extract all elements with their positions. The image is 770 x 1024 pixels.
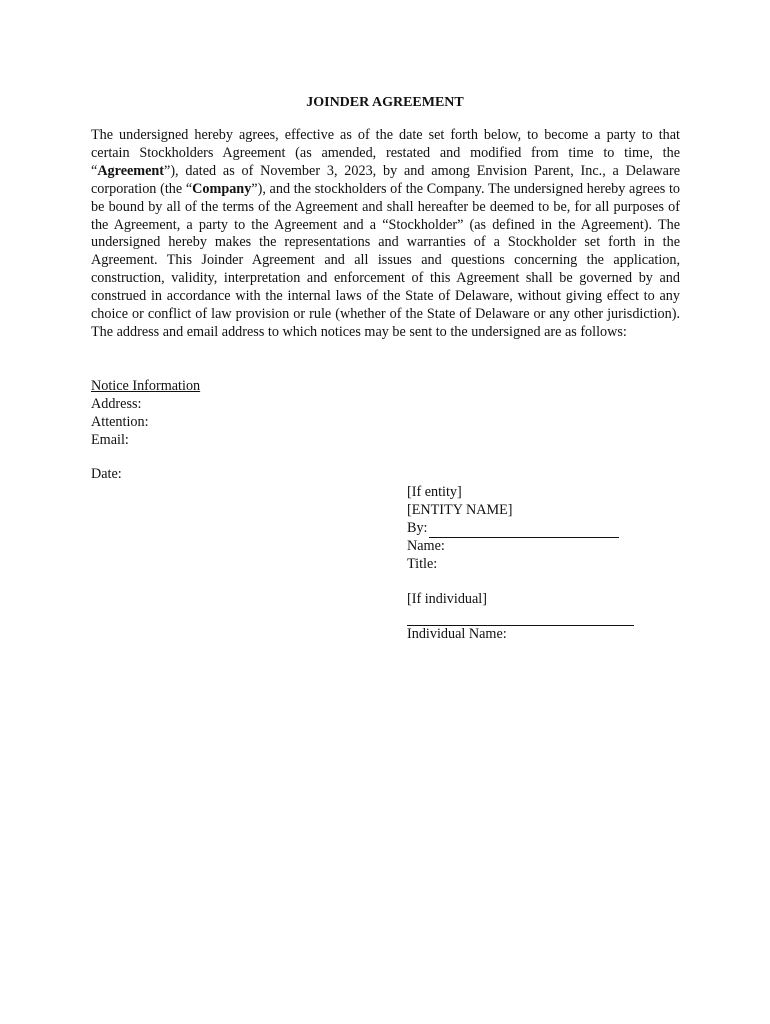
notice-information-block xyxy=(91,378,200,450)
entity-name: [ENTITY NAME] xyxy=(407,501,513,518)
paragraph-text-1: The undersigned hereby agrees, effective as of the date set forth below, to become a party to that certain Stockholders Agreement (as amended, restated and modified from time to time, the “ xyxy=(91,127,680,179)
entity-signature-line[interactable] xyxy=(429,523,619,538)
by-row xyxy=(407,520,634,538)
spacer xyxy=(407,574,634,592)
title-label: Title: xyxy=(407,555,438,572)
agreement-defined-term: Agreement xyxy=(97,162,165,179)
date-label: Date: xyxy=(91,466,122,482)
individual-name-label: Individual Name: xyxy=(407,626,507,643)
document-title: JOINDER AGREEMENT xyxy=(306,95,464,110)
signature-block xyxy=(407,484,634,644)
name-label: Name: xyxy=(407,537,445,554)
body-paragraph xyxy=(91,127,680,342)
address-label: Address: xyxy=(91,395,142,412)
paragraph-text-3: ”), and the stockholders of the Company. The undersigned hereby agrees to be bound by all of the terms of the Agreement and shall hereafter be deemed to be, for all purposes of the Agreement, a party to the Agreement and a “Stockholder” (as defined in the Agreement). The undersigned hereby makes the representations and warranties of a Stockholder set forth in the Agreement. This Joinder Agreement and all issues and questions concerning the application, construction, validity, interpretation and enforcement of this Agreement shall be governed by and construed in accordance with the internal laws of the State of Delaware, without giving effect to any choice or conflict of law provision or rule (whether of the State of Delaware or any other jurisdiction). The address and email address to which notices may be sent to the undersigned are as follows: xyxy=(91,180,681,340)
by-label: By: xyxy=(407,519,428,536)
individual-heading: [If individual] xyxy=(407,591,487,608)
individual-signature-line[interactable] xyxy=(407,609,634,626)
notice-heading: Notice Information xyxy=(91,378,201,394)
email-label: Email: xyxy=(91,431,129,448)
entity-heading: [If entity] xyxy=(407,484,462,500)
company-defined-term: Company xyxy=(192,180,252,197)
attention-label: Attention: xyxy=(91,413,149,430)
paragraph-text-2: ”), dated as of November 3, 2023, by and among Envision Parent, Inc., a Delaware corporation (the “ xyxy=(91,162,680,197)
